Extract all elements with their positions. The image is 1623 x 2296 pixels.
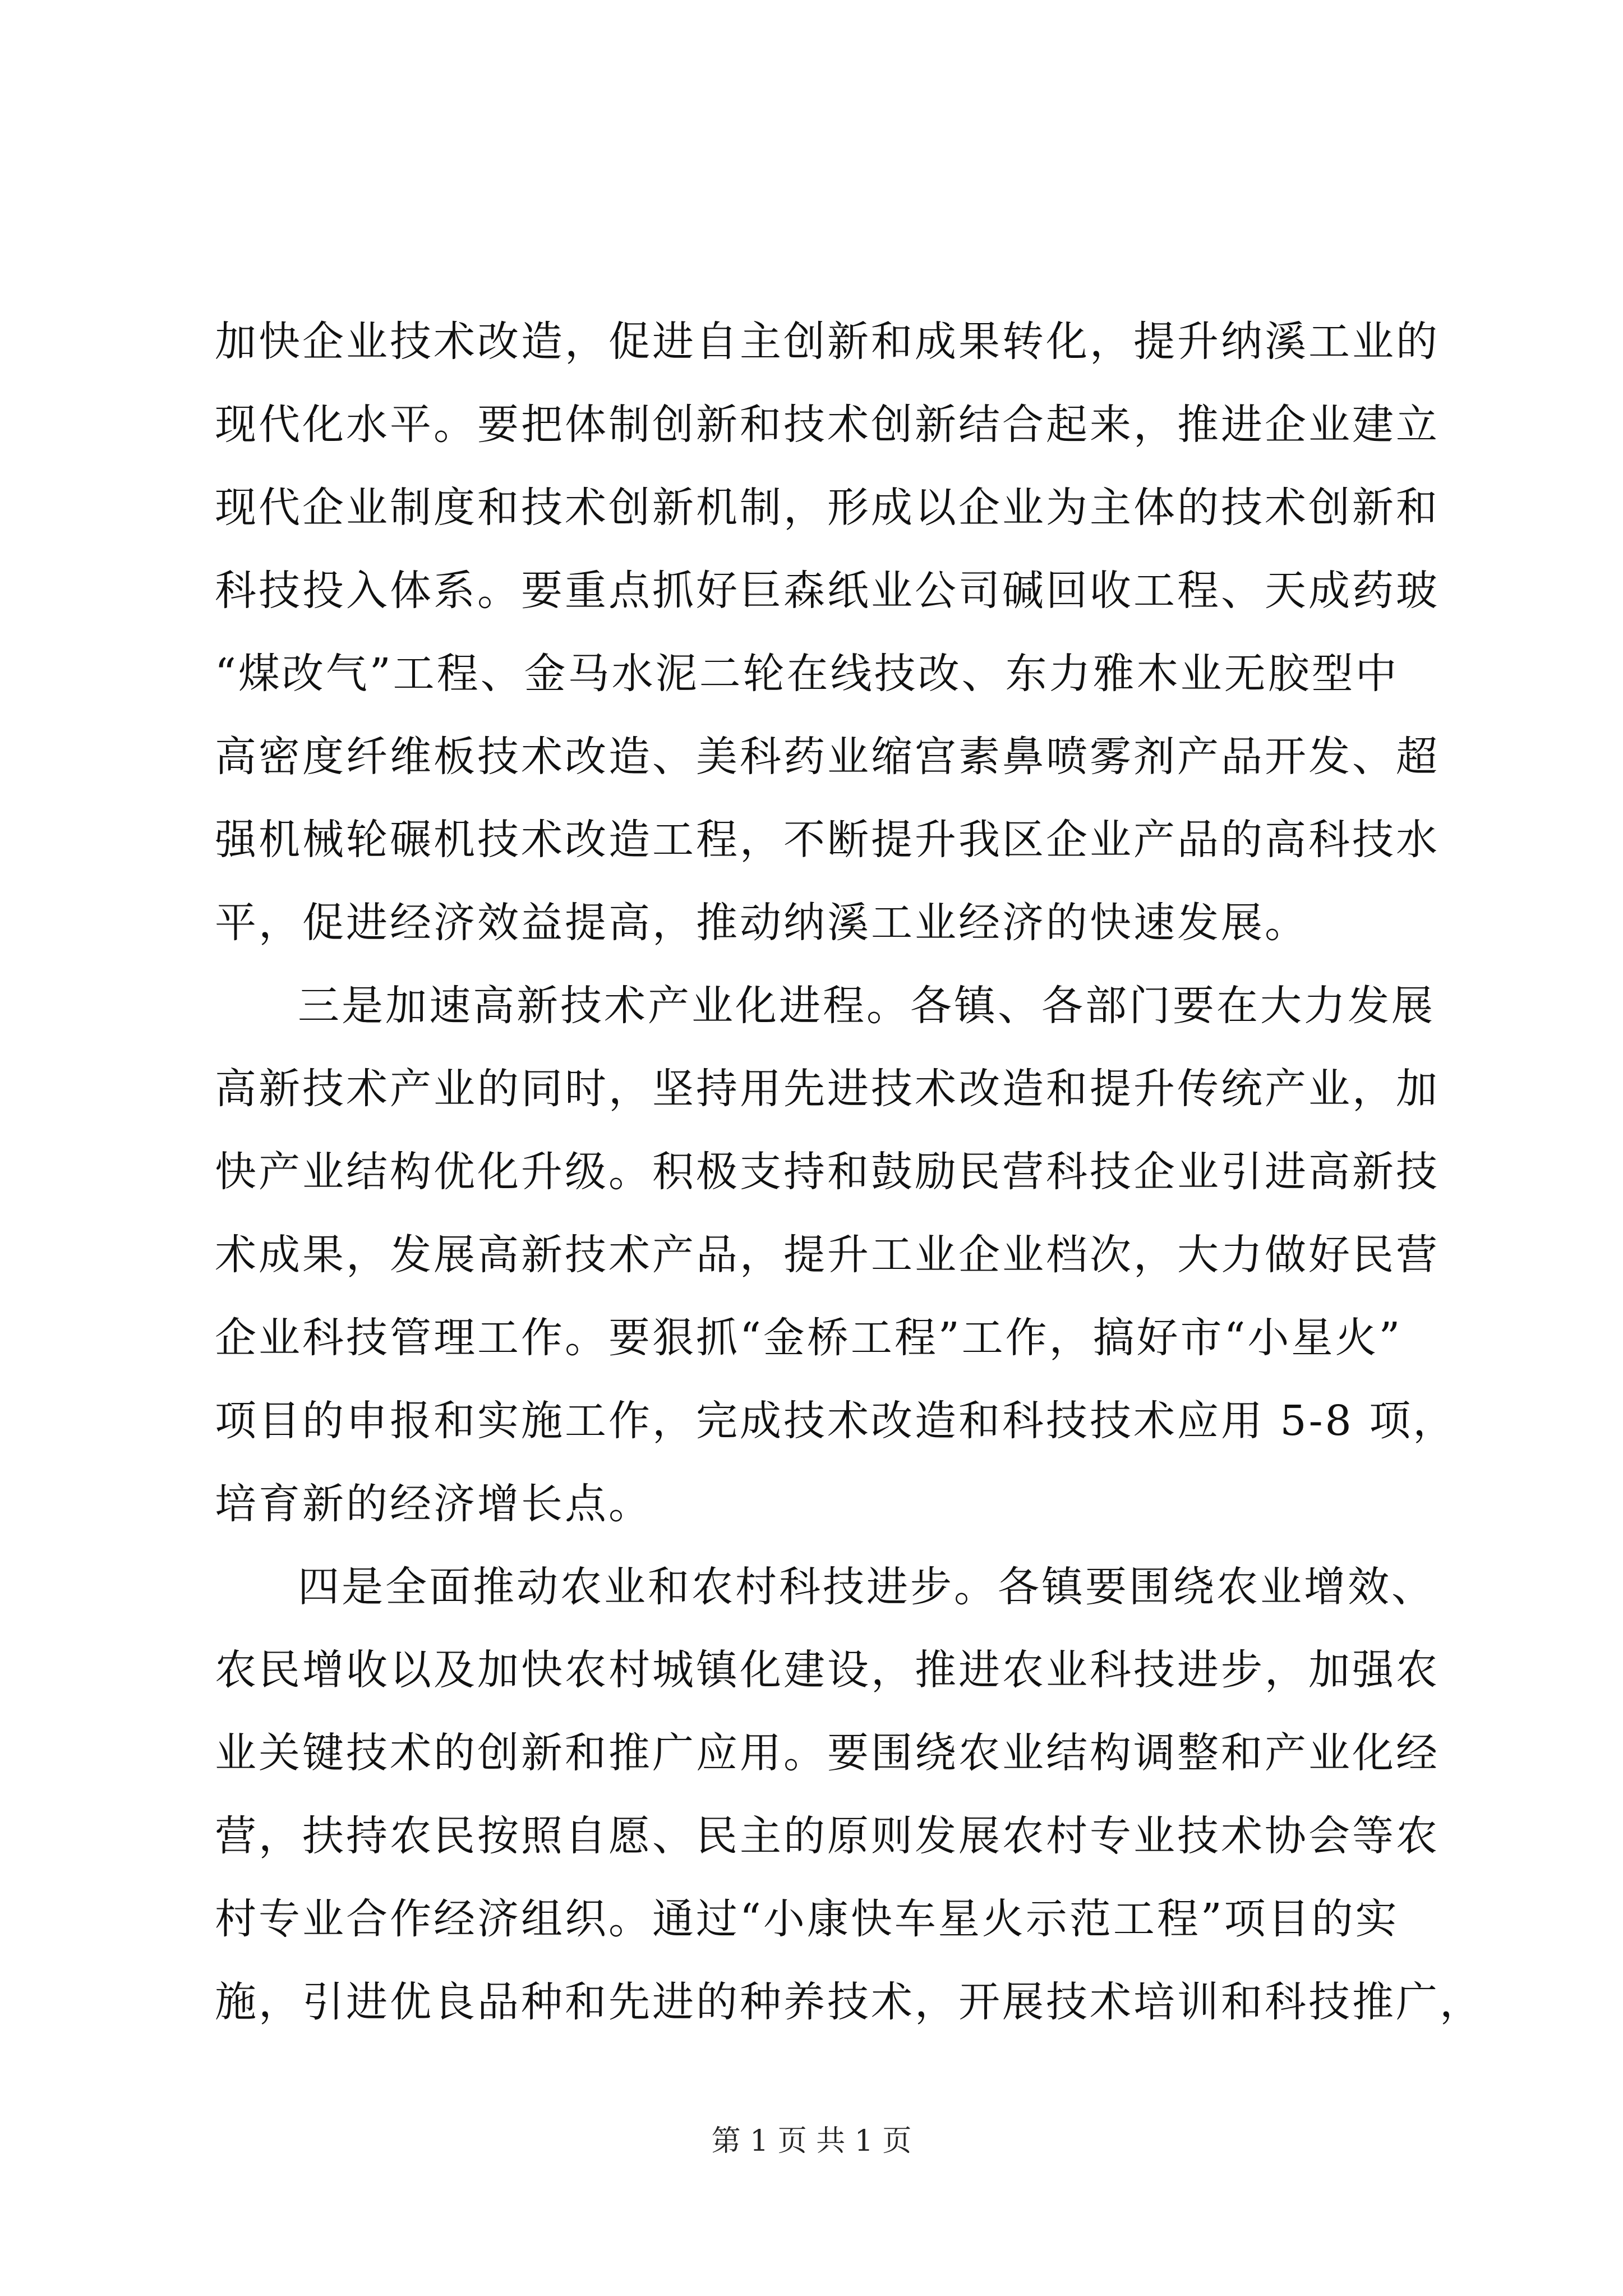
text-line: 加快企业技术改造，促进自主创新和成果转化，提升纳溪工业的 — [215, 318, 1440, 366]
text-line: 强机械轮碾机技术改造工程，不断提升我区企业产品的高科技水 — [215, 816, 1440, 864]
text-line: 高密度纤维板技术改造、美科药业缩宫素鼻喷雾剂产品开发、超 — [215, 733, 1440, 781]
text-line: 现代企业制度和技术创新机制，形成以企业为主体的技术创新和 — [215, 484, 1440, 532]
text-line: 营，扶持农民按照自愿、民主的原则发展农村专业技术协会等农 — [215, 1812, 1440, 1860]
text-line: 高新技术产业的同时，坚持用先进技术改造和提升传统产业，加 — [215, 1065, 1440, 1113]
text-line: 现代化水平。要把体制创新和技术创新结合起来，推进企业建立 — [215, 401, 1440, 449]
document-body — [215, 300, 1483, 2044]
text-line: 快产业结构优化升级。积极支持和鼓励民营科技企业引进高新技 — [215, 1148, 1440, 1196]
text-line: 企业科技管理工作。要狠抓“金桥工程”工作，搞好市“小星火” — [215, 1314, 1403, 1362]
text-line: “煤改气”工程、金马水泥二轮在线技改、东力雅木业无胶型中 — [215, 650, 1399, 698]
page-number-footer: 第 1 页 共 1 页 — [711, 2124, 912, 2158]
paragraph-start-line: 四是全面推动农业和农村科技进步。各镇要围绕农业增效、 — [298, 1563, 1435, 1611]
text-line: 农民增收以及加快农村城镇化建设，推进农业科技进步，加强农 — [215, 1646, 1440, 1694]
paragraph-start-line: 三是加速高新技术产业化进程。各镇、各部门要在大力发展 — [298, 982, 1435, 1030]
text-line: 培育新的经济增长点。 — [215, 1480, 652, 1528]
text-line: 术成果，发展高新技术产品，提升工业企业档次，大力做好民营 — [215, 1231, 1440, 1279]
text-line: 施，引进优良品种和先进的种养技术，开展技术培训和科技推广， — [215, 1978, 1483, 2026]
text-line: 项目的申报和实施工作，完成技术改造和科技技术应用 5-8 项， — [215, 1397, 1457, 1445]
text-line: 村专业合作经济组织。通过“小康快车星火示范工程”项目的实 — [215, 1895, 1399, 1943]
text-line: 业关键技术的创新和推广应用。要围绕农业结构调整和产业化经 — [215, 1729, 1440, 1777]
text-line: 科技投入体系。要重点抓好巨森纸业公司碱回收工程、天成药玻 — [215, 567, 1440, 615]
text-line: 平，促进经济效益提高，推动纳溪工业经济的快速发展。 — [215, 899, 1308, 947]
